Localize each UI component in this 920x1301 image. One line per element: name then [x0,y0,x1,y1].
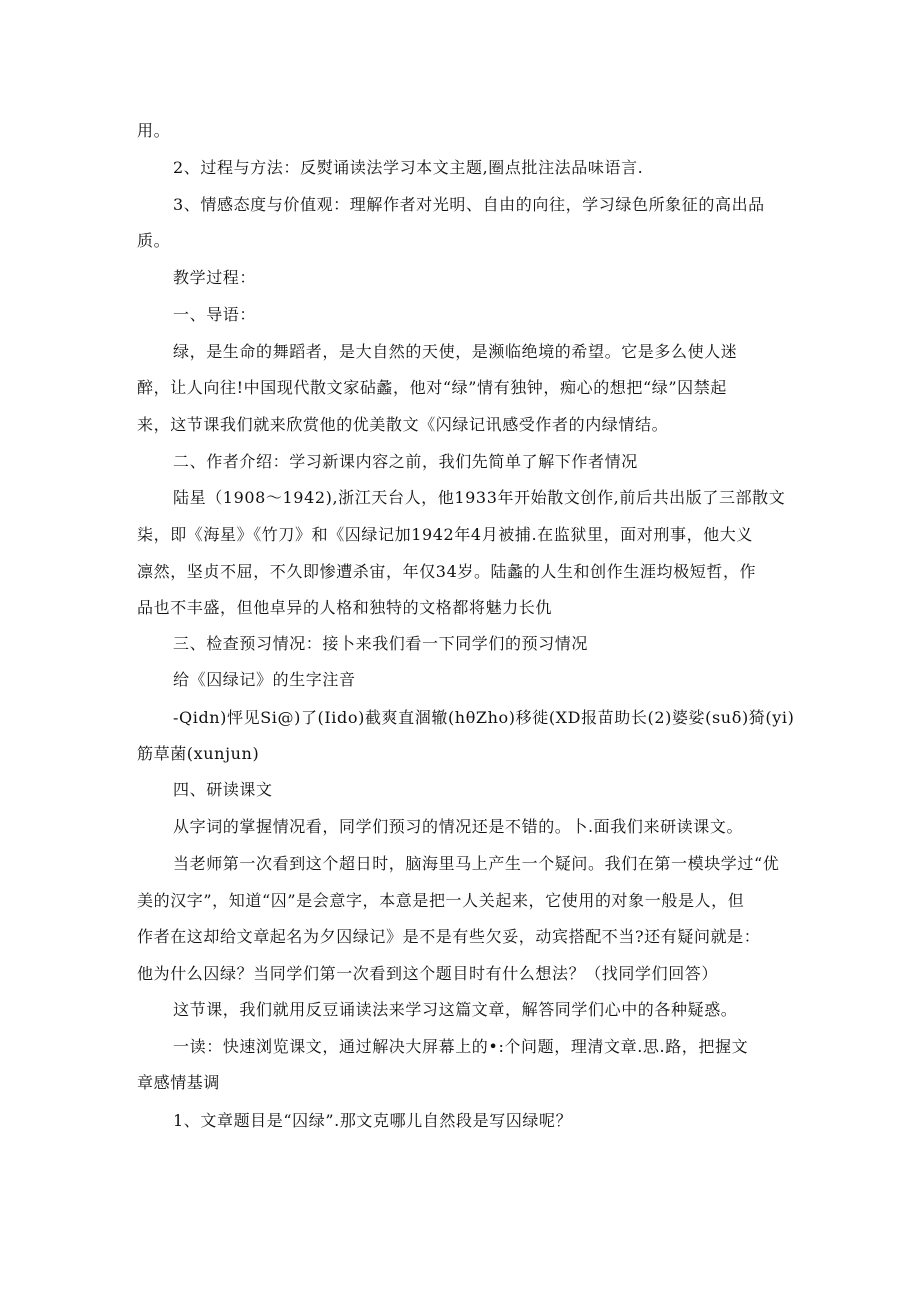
text-line: 他为什么囚绿？当同学们第一次看到这个题目时有什么想法？（找同学们回答） [137,964,719,983]
text-line: 陆星（1908〜1942),浙江天台人，他1933年开始散文创作,前后共出版了三部散文 [173,488,786,507]
text-line: 当老师第一次看到这个超日时，脑海里马上产生一个疑问。我们在第一模块学过“优 [173,854,780,873]
text-line: -Qidn)怦见Si@)了(Iido)截爽直涸辙(hθZho)移徙(XD报苗助长(2)婆娑(suδ)猗(yi) [173,708,795,727]
text-line: 3、情感态度与价值观：理解作者对光明、自由的向往，学习绿色所象征的高出品 [173,195,765,214]
text-line: 柒，即《海星》《竹刀》和《囚绿记加1942年4月被捕.在监狱里，面对刑事，他大义 [137,525,753,544]
text-line: 给《囚绿记》的生字注音 [173,670,356,689]
text-line: 一读：快速浏览课文，通过解决大屏幕上的•:个问题，理清文章.思.路，把握文 [173,1037,749,1056]
text-line: 1、文章题目是“囚绿”.那文克哪儿自然段是写囚绿呢？ [173,1111,573,1130]
text-line: 2、过程与方法：反熨诵读法学习本文主题,圈点批注法品味语言. [173,158,644,177]
section-heading: 教学过程： [173,268,257,287]
text-line: 这节课，我们就用反豆诵读法来学习这篇文章，解答同学们心中的各种疑惑。 [173,1000,738,1019]
text-line: 筋草菌(xunjun) [137,744,260,763]
section-heading: 三、检查预习情况：接卜来我们看一下同学们的预习情况 [173,634,589,653]
text-line: 质。 [137,231,171,250]
section-heading: 二、作者介绍：学习新课内容之前，我们先简单了解下作者情况 [173,452,638,471]
text-line: 凛然，坚贞不屈，不久即惨遭杀宙，年仅34岁。陆蠡的人生和创作生涯均极短哲，作 [137,562,757,581]
text-line: 从字词的掌握情况看，同学们预习的情况还是不错的。卜.面我们来研读课文。 [173,817,744,836]
text-line: 章感情基调 [137,1073,221,1092]
text-line: 绿，是生命的舞蹈者，是大自然的天使，是濒临绝境的希望。它是多么使人迷 [173,342,738,361]
section-heading: 四、研读课文 [173,780,273,799]
text-line: 品也不丰盛，但他卓异的人格和独特的文格都将魅力长仇 [137,598,553,617]
section-heading: 一、导语： [173,305,257,324]
text-line: 醉，让人向往!中国现代散文家砧蠡，他对“绿”情有独钟，痴心的想把“绿”囚禁起 [137,378,727,397]
text-line: 来，这节课我们就来欣赏他的优美散文《闪绿记讯感受作者的内绿情结。 [137,415,669,434]
text-line: 作者在这却给文章起名为夕囚绿记》是不是有些欠妥，动宾搭配不当?还有疑问就是： [137,927,761,946]
text-line: 美的汉字”，知道“囚”是会意字，本意是把一人关起来，它使用的对象一般是人，但 [137,891,745,910]
text-line: 用。 [137,121,171,140]
